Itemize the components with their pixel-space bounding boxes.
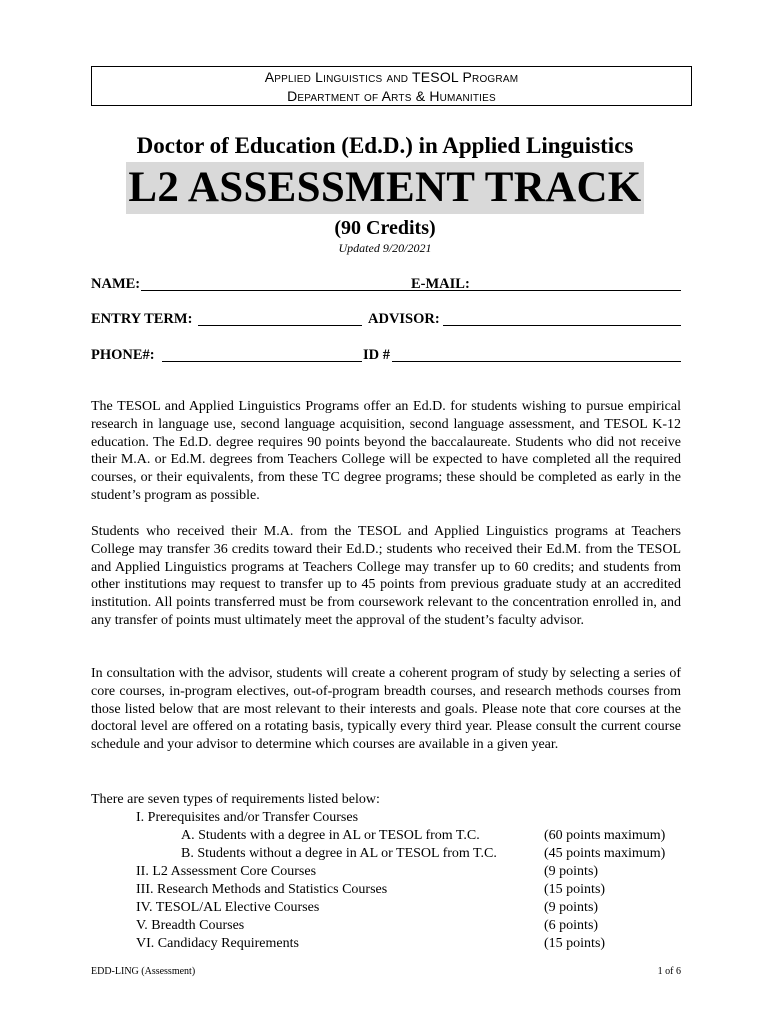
id-field[interactable]	[392, 345, 681, 362]
requirement-points: (45 points maximum)	[544, 846, 666, 861]
email-label: E-MAIL:	[411, 276, 470, 292]
id-label: ID #	[363, 347, 390, 363]
advisor-field[interactable]	[443, 309, 681, 326]
phone-id-row	[91, 345, 681, 365]
requirement-item: II. L2 Assessment Core Courses	[136, 864, 317, 879]
phone-field[interactable]	[162, 345, 362, 362]
requirement-points: (60 points maximum)	[544, 828, 666, 843]
requirement-item: VI. Candidacy Requirements	[136, 936, 299, 951]
requirement-item: I. Prerequisites and/or Transfer Courses	[136, 810, 359, 825]
transfer-paragraph: Students who received their M.A. from the TESOL and Applied Linguistics programs at Teachers College may transfer 36 credits toward their Ed.D.; students who received their Ed.M. from the TESOL and Applied Linguistics programs at Teachers College may transfer up to 60 credits; and students from other institutions may request to transfer up to 45 points from previous graduate study at an accredited institution. All points transferred must be from coursework relevant to the concentration enrolled in, and any transfer of points must ultimately meet the approval of the student’s faculty advisor.	[91, 524, 681, 628]
requirement-points: (15 points)	[544, 882, 606, 897]
requirements-intro: There are seven types of requirements listed below:	[91, 792, 380, 807]
program-name: Applied Linguistics and TESOL Program	[264, 69, 519, 85]
intro-paragraph: The TESOL and Applied Linguistics Programs offer an Ed.D. for students wishing to pursue empirical research in language use, second language acquisition, second language assessment, and TESOL K-12 education. The Ed.D. degree requires 90 points beyond the baccalaureate. Students who did not receive their M.A. or Ed.M. degrees from Teachers College will be expected to have completed all the required courses, or their equivalents, from these TC degree programs; these should be completed as early in the student’s program as possible.	[91, 399, 681, 503]
requirement-item: B. Students without a degree in AL or TESOL from T.C.	[181, 846, 497, 861]
advisor-label: ADVISOR:	[368, 311, 440, 327]
requirement-points: (6 points)	[544, 918, 599, 933]
email-field[interactable]	[473, 274, 681, 291]
name-email-row	[91, 274, 681, 294]
requirement-points: (9 points)	[544, 900, 599, 915]
footer-document-code: EDD-LING (Assessment)	[91, 966, 196, 977]
track-title-wrap	[0, 162, 770, 214]
credits-label: (90 Credits)	[334, 217, 436, 239]
phone-label: PHONE#:	[91, 347, 155, 363]
name-label: NAME:	[91, 276, 141, 292]
program-header-box	[91, 66, 692, 106]
updated-date: Updated 9/20/2021	[338, 241, 432, 255]
track-title: L2 ASSESSMENT TRACK	[126, 162, 643, 214]
degree-title: Doctor of Education (Ed.D.) in Applied Linguistics	[136, 133, 634, 158]
requirement-item: IV. TESOL/AL Elective Courses	[136, 900, 320, 915]
requirement-item: III. Research Methods and Statistics Courses	[136, 882, 388, 897]
requirement-points: (9 points)	[544, 864, 599, 879]
entry-term-label: ENTRY TERM:	[91, 311, 193, 327]
entry-term-field[interactable]	[198, 309, 362, 326]
consultation-paragraph: In consultation with the advisor, students will create a coherent program of study by selecting a series of core courses, in-program electives, out-of-program breadth courses, and research methods courses from those listed below that are most relevant to their interests and goals. Please note that core courses at the doctoral level are offered on a rotating basis, typically every third year. Please consult the current course schedule and your advisor to determine which courses are available in a given year.	[91, 666, 681, 753]
requirement-points: (15 points)	[544, 936, 606, 951]
requirement-item: A. Students with a degree in AL or TESOL from T.C.	[181, 828, 480, 843]
requirement-item: V. Breadth Courses	[136, 918, 245, 933]
entry-advisor-row	[91, 309, 681, 329]
department-name: Department of Arts & Humanities	[287, 88, 496, 104]
page-number: 1 of 6	[657, 966, 681, 977]
